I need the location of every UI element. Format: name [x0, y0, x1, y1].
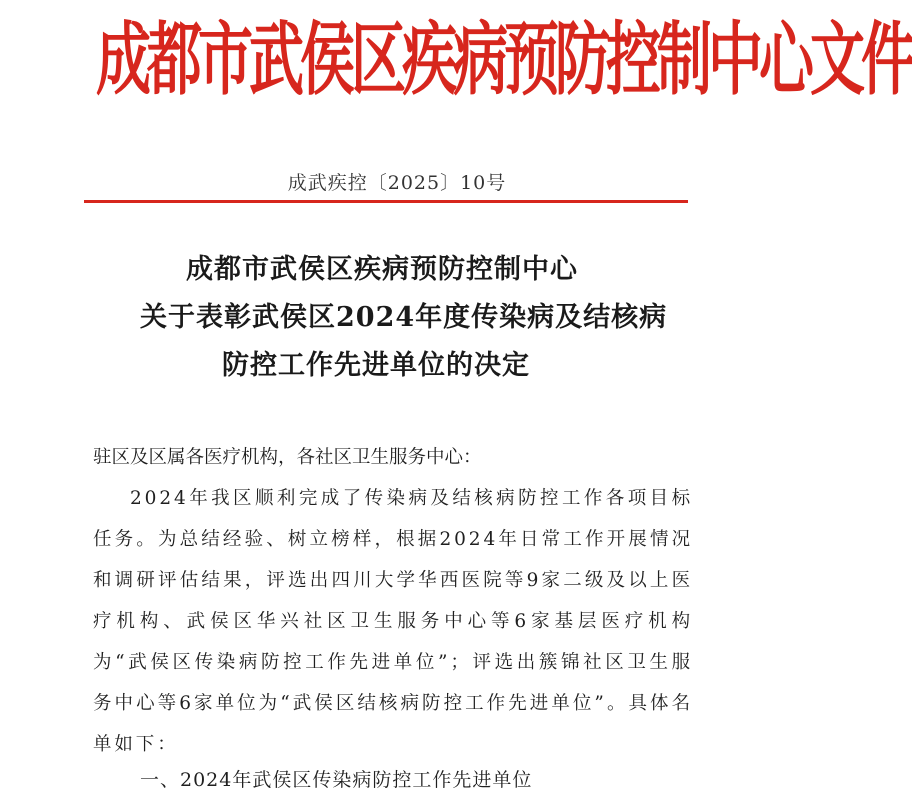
title-line-1: 成都市武侯区疾病预防控制中心 [186, 254, 578, 285]
title-line-2: 关于表彰武侯区2024年度传染病及结核病 [140, 302, 668, 333]
section-heading: 一、2024年武侯区传染病防控工作先进单位 [140, 769, 533, 791]
red-divider-line [84, 200, 688, 203]
agency-header-title: 成都市武侯区疾病预防控制中心文件 [96, 13, 912, 106]
title-line-3: 防控工作先进单位的决定 [222, 350, 530, 381]
document-body [93, 437, 693, 765]
body-paragraph: 2024年我区顺利完成了传染病及结核病防控工作各项目标任务。为总结经验、树立榜样，根据2024年日常工作开展情况和调研评估结果，评选出四川大学华西医院等9家二级及以上医疗机构、武侯区华兴社区卫生服务中心等6家基层医疗机构为“武侯区传染病防控工作先进单位”；评选出簇锦社区卫生服务中心等6家单位为“武侯区结核病防控工作先进单位”。具体名单如下： [93, 488, 693, 755]
document-number: 成武疾控〔2025〕10号 [287, 172, 507, 194]
salutation: 驻区及区属各医疗机构，各社区卫生服务中心： [93, 447, 482, 468]
